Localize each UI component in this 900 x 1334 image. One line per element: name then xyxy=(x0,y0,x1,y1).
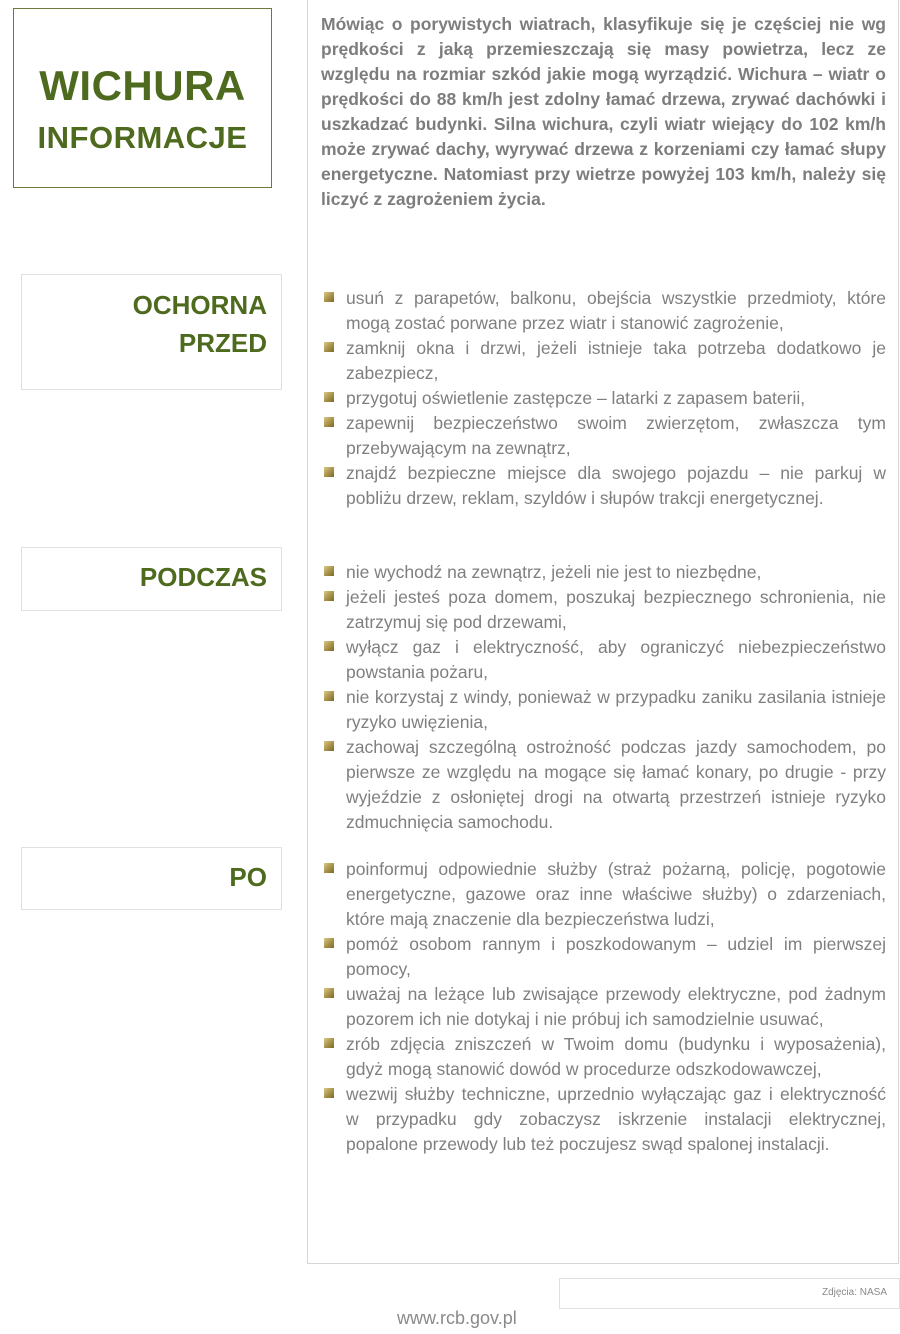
list-item xyxy=(321,1032,886,1082)
square-bullet-icon xyxy=(324,691,334,701)
list-item xyxy=(321,635,886,685)
square-bullet-icon xyxy=(324,342,334,352)
list-item-text: usuń z parapetów, balkonu, obejścia wszystkie przedmioty, które mogą zostać porwane przez wiatr i stanowić zagrożenie, xyxy=(346,288,886,333)
list-item xyxy=(321,560,886,585)
section-label-before-line2: PRZED xyxy=(178,328,267,358)
list-item xyxy=(321,286,886,336)
footer-url[interactable]: www.rcb.gov.pl xyxy=(397,1308,517,1328)
page-title: WICHURA xyxy=(39,62,246,109)
list-item-text: wyłącz gaz i elektryczność, aby ograniczyć niebezpieczeństwo powstania pożaru, xyxy=(346,637,886,682)
list-item xyxy=(321,982,886,1032)
list-item-text: znajdź bezpieczne miejsce dla swojego pojazdu – nie parkuj w pobliżu drzew, reklam, szyldów i słupów trakcji energetycznej. xyxy=(346,463,886,508)
list-item-text: zamknij okna i drzwi, jeżeli istnieje taka potrzeba dodatkowo je zabezpiecz, xyxy=(346,338,886,383)
before-list xyxy=(321,286,886,511)
after-list xyxy=(321,857,886,1157)
list-item-text: nie korzystaj z windy, ponieważ w przypadku zaniku zasilania istnieje ryzyko uwięzienia, xyxy=(346,687,886,732)
list-item-text: nie wychodź na zewnątrz, jeżeli nie jest to niezbędne, xyxy=(346,562,762,582)
square-bullet-icon xyxy=(324,988,334,998)
list-item-text: pomóż osobom rannym i poszkodowanym – udziel im pierwszej pomocy, xyxy=(346,934,886,979)
section-label-before xyxy=(21,274,282,390)
square-bullet-icon xyxy=(324,938,334,948)
square-bullet-icon xyxy=(324,392,334,402)
list-item xyxy=(321,857,886,932)
section-label-after: PO xyxy=(21,847,282,910)
square-bullet-icon xyxy=(324,741,334,751)
list-item-text: jeżeli jesteś poza domem, poszukaj bezpiecznego schronienia, nie zatrzymuj się pod drzewami, xyxy=(346,587,886,632)
section-label-before-line1: OCHORNA xyxy=(132,290,267,320)
list-item-text: uważaj na leżące lub zwisające przewody elektryczne, pod żadnym pozorem ich nie dotykaj i nie próbuj ich samodzielnie usuwać, xyxy=(346,984,886,1029)
list-item xyxy=(321,1082,886,1157)
list-item-text: wezwij służby techniczne, uprzednio wyłączając gaz i elektryczność w przypadku gdy zobaczysz iskrzenie instalacji elektrycznej, popalone przewody lub też poczujesz swąd spalonej instalacji. xyxy=(346,1084,886,1154)
square-bullet-icon xyxy=(324,292,334,302)
section-label-during: PODCZAS xyxy=(21,547,282,611)
list-item xyxy=(321,336,886,386)
square-bullet-icon xyxy=(324,417,334,427)
square-bullet-icon xyxy=(324,863,334,873)
list-item xyxy=(321,386,886,411)
page-subtitle: INFORMACJE xyxy=(37,120,248,155)
square-bullet-icon xyxy=(324,1038,334,1048)
list-item-text: zachowaj szczególną ostrożność podczas jazdy samochodem, po pierwsze ze względu na mogące się łamać konary, po drugie - przy wyjeździe z osłoniętej drogi na otwartą przestrzeń istnieje ryzyko zdmuchnięcia samochodu. xyxy=(346,737,886,832)
square-bullet-icon xyxy=(324,1088,334,1098)
square-bullet-icon xyxy=(324,641,334,651)
list-item-text: przygotuj oświetlenie zastępcze – latarki z zapasem baterii, xyxy=(346,388,806,408)
title-box xyxy=(13,8,272,188)
photo-credit: Zdjęcia: NASA xyxy=(559,1278,900,1309)
list-item-text: zapewnij bezpieczeństwo swoim zwierzętom, zwłaszcza tym przebywającym na zewnątrz, xyxy=(346,413,886,458)
square-bullet-icon xyxy=(324,591,334,601)
list-item xyxy=(321,411,886,461)
list-item xyxy=(321,932,886,982)
list-item xyxy=(321,685,886,735)
intro-paragraph: Mówiąc o porywistych wiatrach, klasyfikuje się je częściej nie wg prędkości z jaką przemieszczają się masy powietrza, lecz ze względu na rozmiar szkód jakie mogą wyrządzić. Wichura – wiatr o prędkości do 88 km/h jest zdolny łamać drzewa, zrywać dachówki i uszkadzać budynki. Silna wichura, czyli wiatr wiejący do 102 km/h może zrywać dachy, wyrywać drzewa z korzeniami czy łamać słupy energetyczne. Natomiast przy wietrze powyżej 103 km/h, należy się liczyć z zagrożeniem życia. xyxy=(321,14,886,209)
square-bullet-icon xyxy=(324,566,334,576)
list-item xyxy=(321,585,886,635)
square-bullet-icon xyxy=(324,467,334,477)
list-item-text: poinformuj odpowiednie służby (straż pożarną, policję, pogotowie energetyczne, gazowe oraz inne właściwe służby) o zdarzeniach, które mają znaczenie dla bezpieczeństwa ludzi, xyxy=(346,859,886,929)
during-list xyxy=(321,560,886,835)
list-item xyxy=(321,735,886,835)
list-item-text: zrób zdjęcia zniszczeń w Twoim domu (budynku i wyposażenia), gdyż mogą stanowić dowód w procedurze odszkodowawczej, xyxy=(346,1034,886,1079)
list-item xyxy=(321,461,886,511)
